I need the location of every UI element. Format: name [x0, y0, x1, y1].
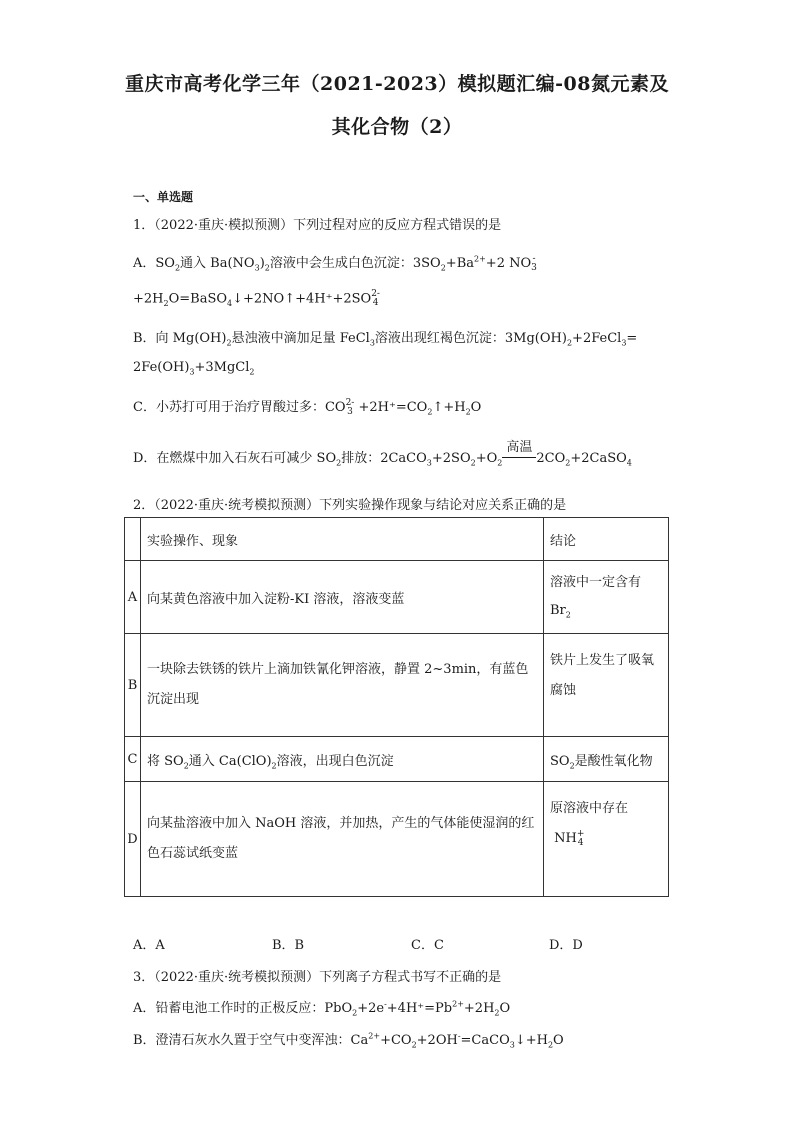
document-title-line1: 重庆市高考化学三年（2021-2023）模拟题汇编-08氮元素及 [125, 73, 669, 95]
document-title-line2: 其化合物（2） [331, 116, 463, 138]
q2-stem: 2．（2022·重庆·统考模拟预测）下列实验操作现象与结论对应关系正确的是 [133, 498, 567, 513]
row-label: D [125, 782, 141, 897]
q1-option-d: D．在燃煤中加入石灰石可减少 $SO_2$排放：$2CaCO_3+2SO_2+O_2$ 高温 $2CO_2+2CaSO_4$ [133, 440, 632, 468]
section-heading: 一、单选题 [133, 190, 194, 204]
row-conclusion: 原溶液中存在 NH + 4 [544, 782, 669, 897]
row-label: A [125, 561, 141, 634]
table-row [125, 634, 669, 737]
q2-option-c[interactable]: C．C [411, 938, 444, 953]
row-operation: 将 $SO_2$通入 $Ca(ClO)_2$溶液，出现白色沉淀 [141, 737, 544, 782]
q2-table [124, 517, 669, 897]
row-operation: 一块除去铁锈的铁片上滴加铁氰化钾溶液，静置 2~3min，有蓝色沉淀出现 [141, 634, 544, 737]
reaction-condition: 高温 [502, 451, 536, 466]
table-row [125, 782, 669, 897]
table-row [125, 737, 669, 782]
q2-option-a[interactable]: A．A [133, 938, 165, 953]
row-operation: 向某盐溶液中加入 NaOH 溶液，并加热，产生的气体能使湿润的红色石蕊试纸变蓝 [141, 782, 544, 897]
q3-option-b: B．澄清石灰水久置于空气中变浑浊：$Ca^{2+}+CO_2+2OH^-=CaCO_3↓+H_2O$ [133, 1031, 564, 1050]
q1-option-c: C．小苏打可用于治疗胃酸过多：CO 2- 3 $+2H^+=CO_2↑+H_2O$ [133, 397, 482, 417]
q1-option-b: B．向 $Mg(OH)_2$悬浊液中滴加足量 FeCl$_3$溶液出现红褐色沉淀：$3Mg(OH)_2+2FeCl_3=$ [133, 331, 638, 348]
q3-stem: 3．（2022·重庆·统考模拟预测）下列离子方程式书写不正确的是 [133, 970, 502, 985]
q2-option-d[interactable]: D．D [549, 938, 583, 953]
header-operation: 实验操作、现象 [141, 518, 544, 561]
row-label: C [125, 737, 141, 782]
q1-option-b-cont: $2Fe(OH)_3+3MgCl_2$ [133, 360, 255, 377]
row-label: B [125, 634, 141, 737]
table-row [125, 561, 669, 634]
q1-option-a-cont: $+2H_2O=BaSO_4↓+2NO↑+4H^++2SO$ 2- 4 [133, 289, 380, 309]
q3-option-a: A．铅蓄电池工作时的正极反应：$PbO_2+2e^-+4H^+=Pb^{2+}+2H_2O$ [133, 999, 511, 1018]
row-conclusion: 溶液中一定含有 $Br_2$ [544, 561, 669, 634]
row-conclusion: $SO_2$是酸性氧化物 [544, 737, 669, 782]
row-conclusion: 铁片上发生了吸氧腐蚀 [544, 634, 669, 737]
table-header-row [125, 518, 669, 561]
q1-option-a: A．$SO_2$通入 $Ba(NO_3)_2$溶液中会生成白色沉淀：$3SO_2+Ba^{2+}+2$ NO - 3 [133, 253, 537, 273]
q2-option-b[interactable]: B．B [272, 938, 305, 953]
header-conclusion: 结论 [544, 518, 669, 561]
q1-stem: 1．（2022·重庆·模拟预测）下列过程对应的反应方程式错误的是 [133, 218, 502, 233]
row-operation: 向某黄色溶液中加入淀粉-KI 溶液，溶液变蓝 [141, 561, 544, 634]
